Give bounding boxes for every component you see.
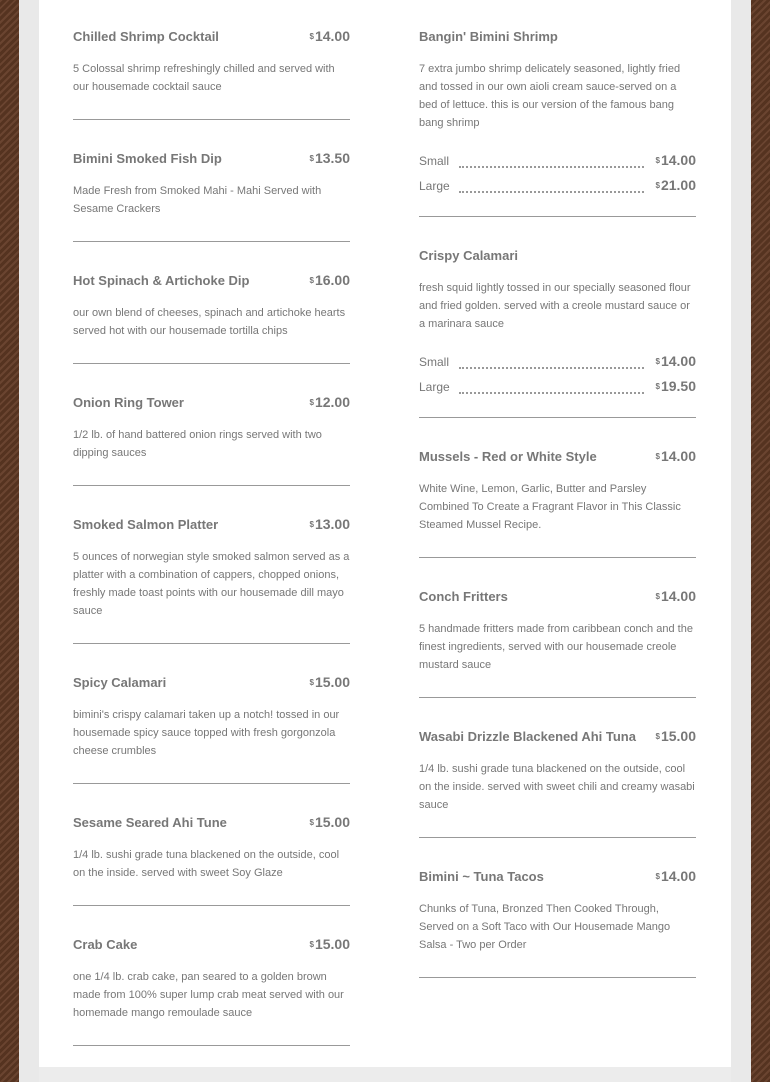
item-price <box>656 588 697 605</box>
currency-symbol: $ <box>309 818 314 827</box>
size-label: Small <box>419 355 450 369</box>
item-price <box>656 448 697 465</box>
divider <box>73 643 350 644</box>
item-price <box>310 674 351 691</box>
currency-symbol: $ <box>655 592 660 601</box>
footer-strip <box>39 1067 731 1082</box>
item-description: 1/4 lb. sushi grade tuna blackened on the outside, cool on the inside. served with sweet chili and creamy wasabi sauce <box>419 763 695 811</box>
currency-symbol: $ <box>309 940 314 949</box>
price-value: 16.00 <box>314 272 350 288</box>
item-name: Chilled Shrimp Cocktail <box>73 29 219 44</box>
divider <box>73 783 350 784</box>
divider <box>419 557 696 558</box>
item-description: our own blend of cheeses, spinach and artichoke hearts served hot with our housemade tortilla chips <box>73 307 346 337</box>
item-description: 5 Colossal shrimp refreshingly chilled and served with our housemade cocktail sauce <box>73 63 335 93</box>
price-value: 15.00 <box>314 936 350 952</box>
size-price <box>656 152 697 169</box>
item-price <box>310 272 351 289</box>
item-name: Bimini ~ Tuna Tacos <box>419 869 544 884</box>
currency-symbol: $ <box>655 452 660 461</box>
item-name: Onion Ring Tower <box>73 395 184 410</box>
item-description: 1/4 lb. sushi grade tuna blackened on the outside, cool on the inside. served with sweet Soy Glaze <box>73 849 340 879</box>
item-name: Conch Fritters <box>419 589 508 604</box>
currency-symbol: $ <box>309 276 314 285</box>
page-gutter-right <box>731 0 751 1082</box>
divider <box>73 1045 350 1046</box>
currency-symbol: $ <box>655 382 660 391</box>
price-value: 14.00 <box>660 868 696 884</box>
size-option-small <box>419 153 696 171</box>
item-name: Smoked Salmon Platter <box>73 517 219 532</box>
currency-symbol: $ <box>655 156 660 165</box>
currency-symbol: $ <box>309 678 314 687</box>
divider <box>73 485 350 486</box>
currency-symbol: $ <box>309 154 314 163</box>
item-name: Spicy Calamari <box>73 675 167 690</box>
dot-leader <box>459 357 644 369</box>
item-description: White Wine, Lemon, Garlic, Butter and Parsley Combined To Create a Fragrant Flavor in This Classic Steamed Mussel Recipe. <box>419 483 681 531</box>
item-name: Hot Spinach & Artichoke Dip <box>73 273 250 288</box>
currency-symbol: $ <box>309 520 314 529</box>
divider <box>73 363 350 364</box>
size-label: Small <box>419 154 450 168</box>
item-price <box>656 728 697 745</box>
price-value: 13.50 <box>314 150 350 166</box>
divider <box>73 241 350 242</box>
dot-leader <box>459 156 644 168</box>
divider <box>419 837 696 838</box>
item-name: Crispy Calamari <box>419 248 518 263</box>
item-description: one 1/4 lb. crab cake, pan seared to a golden brown made from 100% super lump crab meat served with our homemade mango remoulade sauce <box>73 971 344 1019</box>
divider <box>419 417 696 418</box>
dot-leader <box>459 181 644 193</box>
item-description: 5 handmade fritters made from caribbean conch and the finest ingredients, served with our housemade creole mustard sauce <box>419 623 693 671</box>
item-name: Bangin' Bimini Shrimp <box>419 29 558 44</box>
currency-symbol: $ <box>655 732 660 741</box>
item-description: fresh squid lightly tossed in our specially seasoned flour and fried golden. served with a creole mustard sauce or a marinara sauce <box>419 282 691 330</box>
price-value: 14.00 <box>314 28 350 44</box>
item-name: Bimini Smoked Fish Dip <box>73 151 222 166</box>
price-value: 14.00 <box>660 152 696 168</box>
item-name: Crab Cake <box>73 937 138 952</box>
size-label: Large <box>419 380 450 394</box>
item-description: Chunks of Tuna, Bronzed Then Cooked Through, Served on a Soft Taco with Our Housemade Mango Salsa - Two per Order <box>419 903 671 951</box>
divider <box>73 905 350 906</box>
item-name: Mussels - Red or White Style <box>419 449 597 464</box>
divider <box>73 119 350 120</box>
price-value: 14.00 <box>660 448 696 464</box>
currency-symbol: $ <box>655 181 660 190</box>
item-name: Sesame Seared Ahi Tune <box>73 815 227 830</box>
item-price <box>310 814 351 831</box>
price-value: 19.50 <box>660 378 696 394</box>
size-option-small <box>419 354 696 372</box>
price-value: 14.00 <box>660 588 696 604</box>
price-value: 12.00 <box>314 394 350 410</box>
item-price <box>310 150 351 167</box>
item-description: 5 ounces of norwegian style smoked salmon served as a platter with a combination of cappers, chopped onions, freshly made toast points with our housemade dill mayo sauce <box>73 551 350 617</box>
currency-symbol: $ <box>655 872 660 881</box>
size-price <box>656 378 697 395</box>
divider <box>419 977 696 978</box>
size-price <box>656 177 697 194</box>
item-name: Wasabi Drizzle Blackened Ahi Tuna <box>419 729 636 744</box>
item-price <box>656 868 697 885</box>
size-label: Large <box>419 179 450 193</box>
currency-symbol: $ <box>309 398 314 407</box>
item-description: 7 extra jumbo shrimp delicately seasoned, lightly fried and tossed in our own aioli cream sauce-served on a bed of lettuce. this is our version of the famous bang bang shrimp <box>419 63 681 129</box>
divider <box>419 216 696 217</box>
size-option-large <box>419 178 696 196</box>
item-description: Made Fresh from Smoked Mahi - Mahi Served with Sesame Crackers <box>73 185 322 215</box>
price-value: 15.00 <box>660 728 696 744</box>
size-option-large <box>419 379 696 397</box>
price-value: 15.00 <box>314 814 350 830</box>
size-price <box>656 353 697 370</box>
item-price <box>310 936 351 953</box>
price-value: 13.00 <box>314 516 350 532</box>
item-price <box>310 28 351 45</box>
price-value: 21.00 <box>660 177 696 193</box>
item-price <box>310 394 351 411</box>
item-description: 1/2 lb. of hand battered onion rings served with two dipping sauces <box>73 429 322 459</box>
divider <box>419 697 696 698</box>
price-value: 14.00 <box>660 353 696 369</box>
currency-symbol: $ <box>309 32 314 41</box>
item-price <box>310 516 351 533</box>
page-gutter-left <box>19 0 39 1082</box>
price-value: 15.00 <box>314 674 350 690</box>
currency-symbol: $ <box>655 357 660 366</box>
dot-leader <box>459 382 644 394</box>
item-description: bimini's crispy calamari taken up a notch! tossed in our housemade spicy sauce topped with fresh gorgonzola cheese crumbles <box>73 709 340 757</box>
